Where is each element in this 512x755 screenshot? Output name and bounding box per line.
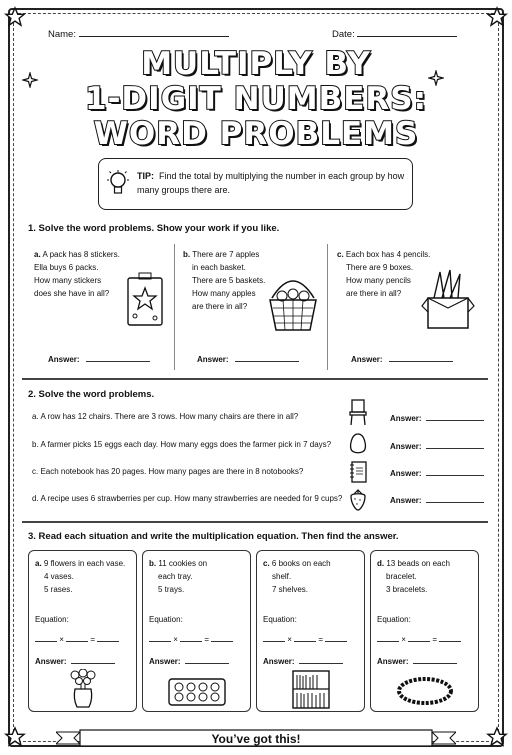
situation-line: bracelet. [386,572,417,581]
equation-line[interactable] [149,635,233,644]
bracelet-icon [393,669,457,709]
situation-line: 3 bracelets. [386,585,428,594]
answer-label: Answer: [263,657,295,666]
problem-2c: c. Each notebook has 20 pages. How many pages are there in 8 notobooks? [32,467,304,476]
star-icon [4,6,26,28]
tip-body: Find the total by multiplying the number in each group by how many groups there are. [137,171,405,195]
situation-text [263,557,363,596]
problem-letter: c. [337,250,344,259]
answer-1b[interactable] [197,354,299,364]
answer-2d[interactable] [390,495,484,505]
situation-letter: d. [377,559,385,568]
lightbulb-icon [107,169,129,199]
answer-line[interactable] [426,413,484,421]
situation-line: 7 shelves. [272,585,309,594]
times-sign: × [59,635,64,644]
strawberry-icon [348,488,368,512]
answer-line[interactable] [413,657,457,664]
answer-3a[interactable] [35,657,115,666]
problem-letter: b. [183,250,191,259]
equation-label: Equation: [35,615,69,624]
situation-letter: a. [35,559,42,568]
section-divider [22,521,488,523]
problem-line: How many pencils [346,276,411,285]
blank[interactable] [294,635,316,642]
situation-text [377,557,477,596]
answer-label: Answer: [351,355,383,364]
answer-line[interactable] [185,657,229,664]
equation-label: Equation: [263,615,297,624]
problem-2a: a. A row has 12 chairs. There are 3 rows. How many chairs are there in all? [32,412,299,421]
blank[interactable] [149,635,171,642]
problem-line: There are 9 boxes. [346,263,414,272]
situation-letter: c. [263,559,270,568]
cookie-tray-icon [165,669,229,709]
problem-line: in each basket. [192,263,246,272]
name-line[interactable] [79,28,229,37]
equation-line[interactable] [35,635,119,644]
situation-line: 9 flowers in each vase. [43,559,126,568]
problem-letter: a. [34,250,41,259]
answer-1a[interactable] [48,354,150,364]
section-3-title: 3. Read each situation and write the multiplication equation. Then find the answer. [28,531,399,542]
situation-line: shelf. [272,572,292,581]
blank[interactable] [211,635,233,642]
times-sign: × [173,635,178,644]
problem-line: How many apples [192,289,256,298]
star-icon [486,6,508,28]
situation-line: each tray. [158,572,193,581]
problem-line: There are 5 baskets. [192,276,266,285]
equals-sign: = [204,635,210,644]
date-field[interactable] [332,28,457,40]
times-sign: × [401,635,406,644]
section-2-title: 2. Solve the word problems. [28,389,155,400]
answer-2b[interactable] [390,441,484,451]
problem-line: How many stickers [34,276,102,285]
answer-label: Answer: [377,657,409,666]
blank[interactable] [263,635,285,642]
answer-label: Answer: [390,414,422,423]
times-sign: × [287,635,292,644]
column-divider [327,244,328,370]
answer-line[interactable] [426,495,484,503]
page-title-line-1: MULTIPLY BY [141,46,371,82]
situation-line: 6 books on each [271,559,331,568]
answer-line[interactable] [389,354,453,362]
problem-line: are there in all? [192,302,248,311]
blank[interactable] [408,635,430,642]
chair-icon [347,398,369,426]
name-label: Name: [48,29,76,40]
pencil-box-icon [420,268,476,332]
answer-label: Answer: [390,469,422,478]
equals-sign: = [318,635,324,644]
answer-label: Answer: [48,355,80,364]
problem-line: There are 7 apples [192,250,260,259]
sticker-pack-icon [125,272,165,328]
page-title-line-3: WORD PROBLEMS [93,116,419,152]
blank[interactable] [180,635,202,642]
equation-label: Equation: [377,615,411,624]
situation-box-b [142,550,251,712]
equals-sign: = [90,635,96,644]
notebook-icon [348,460,368,484]
situation-box-d [370,550,479,712]
blank[interactable] [439,635,461,642]
answer-line[interactable] [426,441,484,449]
section-1-title: 1. Solve the word problems. Show your work if you like. [28,223,280,234]
blank[interactable] [325,635,347,642]
section-divider [22,378,488,380]
problem-line: does she have in all? [34,289,110,298]
answer-label: Answer: [149,657,181,666]
tip-text [137,169,407,197]
flower-vase-icon [51,669,115,709]
name-field[interactable] [48,28,229,40]
blank[interactable] [66,635,88,642]
answer-line[interactable] [426,468,484,476]
situation-box-a [28,550,137,712]
situation-line: 5 trays. [158,585,185,594]
situation-line: 11 cookies on [158,559,208,568]
answer-line[interactable] [299,657,343,664]
situation-text [35,557,135,596]
answer-line[interactable] [235,354,299,362]
problem-line: Ella buys 6 packs. [34,263,99,272]
answer-3c[interactable] [263,657,343,666]
problem-line: Each box has 4 pencils. [345,250,431,259]
situation-box-c [256,550,365,712]
blank[interactable] [35,635,57,642]
answer-label: Answer: [390,496,422,505]
answer-3d[interactable] [377,657,457,666]
problem-line: are there in all? [346,289,402,298]
date-line[interactable] [357,28,457,37]
answer-2c[interactable] [390,468,484,478]
answer-2a[interactable] [390,413,484,423]
situation-letter: b. [149,559,157,568]
bookshelf-icon [279,669,343,709]
blank[interactable] [97,635,119,642]
equation-line[interactable] [377,635,461,644]
answer-1c[interactable] [351,354,453,364]
situation-line: 5 rases. [44,585,73,594]
blank[interactable] [377,635,399,642]
problem-2d: d. A recipe uses 6 strawberries per cup. How many strawberries are needed for 9 cups? [32,494,343,503]
equals-sign: = [432,635,438,644]
answer-line[interactable] [71,657,115,664]
situation-line: 4 vases. [44,572,74,581]
equation-label: Equation: [149,615,183,624]
apple-basket-icon [266,272,320,334]
answer-label: Answer: [390,442,422,451]
date-label: Date: [332,29,355,40]
situation-line: 13 beads on each [386,559,450,568]
problem-2b: b. A farmer picks 15 eggs each day. How many eggs does the farmer pick in 7 days? [32,440,332,449]
answer-label: Answer: [197,355,229,364]
page-title-line-2: 1-DIGIT NUMBERS: [85,81,427,117]
equation-line[interactable] [263,635,347,644]
answer-label: Answer: [35,657,67,666]
situation-text [149,557,249,596]
egg-icon [349,432,367,456]
column-divider [174,244,175,370]
problem-line: A pack has 8 stickers. [42,250,120,259]
footer-message: You’ve got this! [211,732,301,746]
answer-3b[interactable] [149,657,229,666]
answer-line[interactable] [86,354,150,362]
tip-label: TIP: [137,171,154,181]
tip-box [98,158,413,210]
